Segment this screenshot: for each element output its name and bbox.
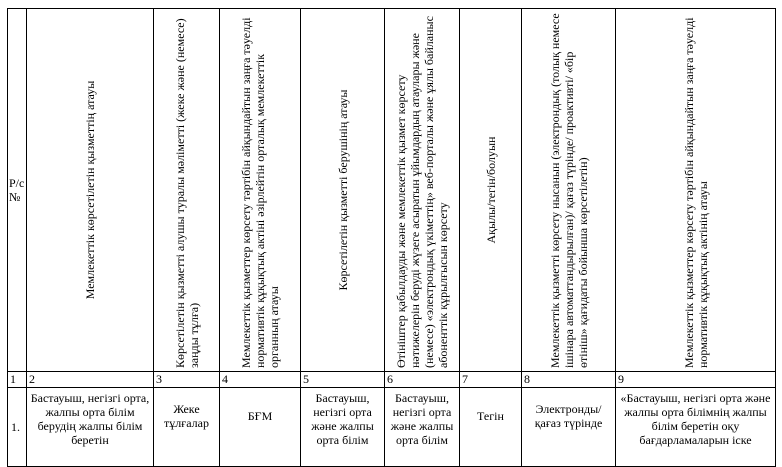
header-form-label: Мемлекеттік қызметті көрсету нысанын (электрондық (толық немесе ішінара автоматтандырылған)/ қағаз түрінде/ проактивті/ «бір өтініш» қағидаты бойынша көрсетілетін) bbox=[547, 13, 590, 368]
payment-text: Тегін bbox=[477, 409, 504, 423]
header-cell-organizations bbox=[385, 9, 460, 372]
payment-cell bbox=[460, 388, 522, 467]
header-cell-central-body bbox=[220, 9, 301, 372]
header-cell-provider bbox=[301, 9, 385, 372]
provider-cell bbox=[301, 388, 385, 467]
column-number: 7 bbox=[460, 372, 522, 388]
central-body-text: БҒМ bbox=[247, 409, 273, 423]
column-number-row bbox=[8, 372, 776, 388]
provider-text: Бастауыш, негізгі орта және жалпы орта білім bbox=[311, 391, 374, 447]
header-cell-form bbox=[522, 9, 616, 372]
table-row bbox=[8, 388, 776, 467]
header-cell-service-name bbox=[27, 9, 154, 372]
header-organizations-label: Өтініштер қабылдауды және мемлекеттік қызмет көрсету нәтижелерін беруді жүзеге асыратын ұйымдардың атаулары және (немесе) «электрондық үкіметтің» веб-порталы және ұялы байланыс абоненттік құрылғысын көрсету bbox=[394, 16, 450, 368]
services-table bbox=[7, 8, 776, 467]
act-name-cell bbox=[616, 388, 776, 467]
form-cell bbox=[522, 388, 616, 467]
column-number: 6 bbox=[385, 372, 460, 388]
header-act-name-label: Мемлекеттік қызметтер көрсету тәртібін айқындайтын заңға тәуелді нормативтік құқықтық актінің атауы bbox=[681, 17, 710, 368]
form-text: Электронды/қағаз түрінде bbox=[534, 402, 603, 430]
header-recipient-label: Көрсетілетін қызметті алушы туралы мәліметті (жеке және (немесе) заңды тұлға) bbox=[172, 18, 201, 368]
row-number: 1. bbox=[11, 420, 20, 434]
column-number: 3 bbox=[154, 372, 220, 388]
organizations-text: Бастауыш, негізгі орта және жалпы орта білім bbox=[390, 391, 454, 447]
header-central-body-label: Мемлекеттік қызметтер көрсету тәртібін айқындайтын заңға тәуелді нормативтік құқықтық актіні әзірлейтін орталық мемлекеттік органның атауы bbox=[239, 17, 281, 368]
header-number-label: Р/с № bbox=[9, 176, 25, 204]
header-payment-label: Ақылы/тегін/болуын bbox=[483, 136, 498, 244]
recipient-text: Жеке тұлғалар bbox=[164, 402, 209, 430]
header-cell-act-name bbox=[616, 9, 776, 372]
header-provider-label: Көрсетілетін қызметті берушінің атауы bbox=[335, 89, 350, 291]
header-cell-payment bbox=[460, 9, 522, 372]
central-body-cell bbox=[220, 388, 301, 467]
header-row bbox=[8, 9, 776, 372]
organizations-cell bbox=[385, 388, 460, 467]
column-number: 5 bbox=[301, 372, 385, 388]
column-number: 2 bbox=[27, 372, 154, 388]
column-number: 1 bbox=[8, 372, 27, 388]
header-cell-number bbox=[8, 9, 27, 372]
column-number: 9 bbox=[616, 372, 776, 388]
service-name-cell bbox=[27, 388, 154, 467]
column-number: 8 bbox=[522, 372, 616, 388]
service-name-text: Бастауыш, негізгі орта, жалпы орта білім берудің жалпы білім беретін bbox=[30, 391, 150, 447]
act-name-text: «Бастауыш, негізгі орта және жалпы орта білімнің жалпы білім беретін оқу бағдарламаларын іске bbox=[620, 391, 771, 447]
header-service-name-label: Мемлекеттік көрсетілетін қызметтің атауы bbox=[83, 80, 97, 300]
column-number: 4 bbox=[220, 372, 301, 388]
header-cell-recipient bbox=[154, 9, 220, 372]
recipient-cell bbox=[154, 388, 220, 467]
row-number-cell bbox=[8, 388, 27, 467]
